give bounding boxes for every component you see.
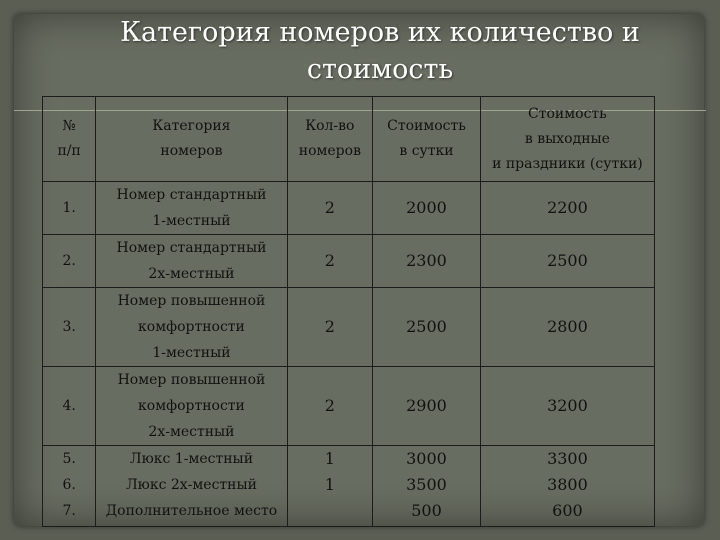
row-prices: 3000 3500 500 <box>373 446 481 527</box>
row-price: 2500 <box>373 288 481 367</box>
row-weekend-prices: 3300 3800 600 <box>480 446 654 527</box>
row-weekend-price: 3200 <box>480 367 654 446</box>
header-category: Категория номеров <box>96 97 287 182</box>
row-category: Номер повышенной комфортности 2х-местный <box>96 367 287 446</box>
row-weekend-price: 2200 <box>480 182 654 235</box>
title-line-2: стоимость <box>306 54 454 85</box>
header-price: Стоимость в сутки <box>373 97 481 182</box>
slide-title <box>60 14 700 88</box>
row-number: 4. <box>43 367 96 446</box>
row-number: 1. <box>43 182 96 235</box>
table-header-row <box>43 97 655 182</box>
table-row <box>43 367 655 446</box>
row-weekend-price: 2500 <box>480 235 654 288</box>
row-category: Номер повышенной комфортности 1-местный <box>96 288 287 367</box>
table-row <box>43 235 655 288</box>
row-weekend-price: 2800 <box>480 288 654 367</box>
row-count: 2 <box>287 288 373 367</box>
header-count: Кол-во номеров <box>287 97 373 182</box>
table-row-merged <box>43 446 655 527</box>
row-categories: Люкс 1-местный Люкс 2х-местный Дополнительное место <box>96 446 287 527</box>
row-numbers: 5. 6. 7. <box>43 446 96 527</box>
row-price: 2900 <box>373 367 481 446</box>
rooms-table <box>42 96 655 527</box>
table-row <box>43 288 655 367</box>
header-weekend-price: Стоимость в выходные и праздники (сутки) <box>480 97 654 182</box>
title-line-1: Категория номеров их количество и <box>120 17 640 48</box>
row-category: Номер стандартный 1-местный <box>96 182 287 235</box>
row-counts: 1 1 <box>287 446 373 527</box>
row-price: 2300 <box>373 235 481 288</box>
row-count: 2 <box>287 182 373 235</box>
row-price: 2000 <box>373 182 481 235</box>
row-count: 2 <box>287 367 373 446</box>
table-row <box>43 182 655 235</box>
row-count: 2 <box>287 235 373 288</box>
row-number: 3. <box>43 288 96 367</box>
row-category: Номер стандартный 2х-местный <box>96 235 287 288</box>
row-number: 2. <box>43 235 96 288</box>
header-number: № п/п <box>43 97 96 182</box>
